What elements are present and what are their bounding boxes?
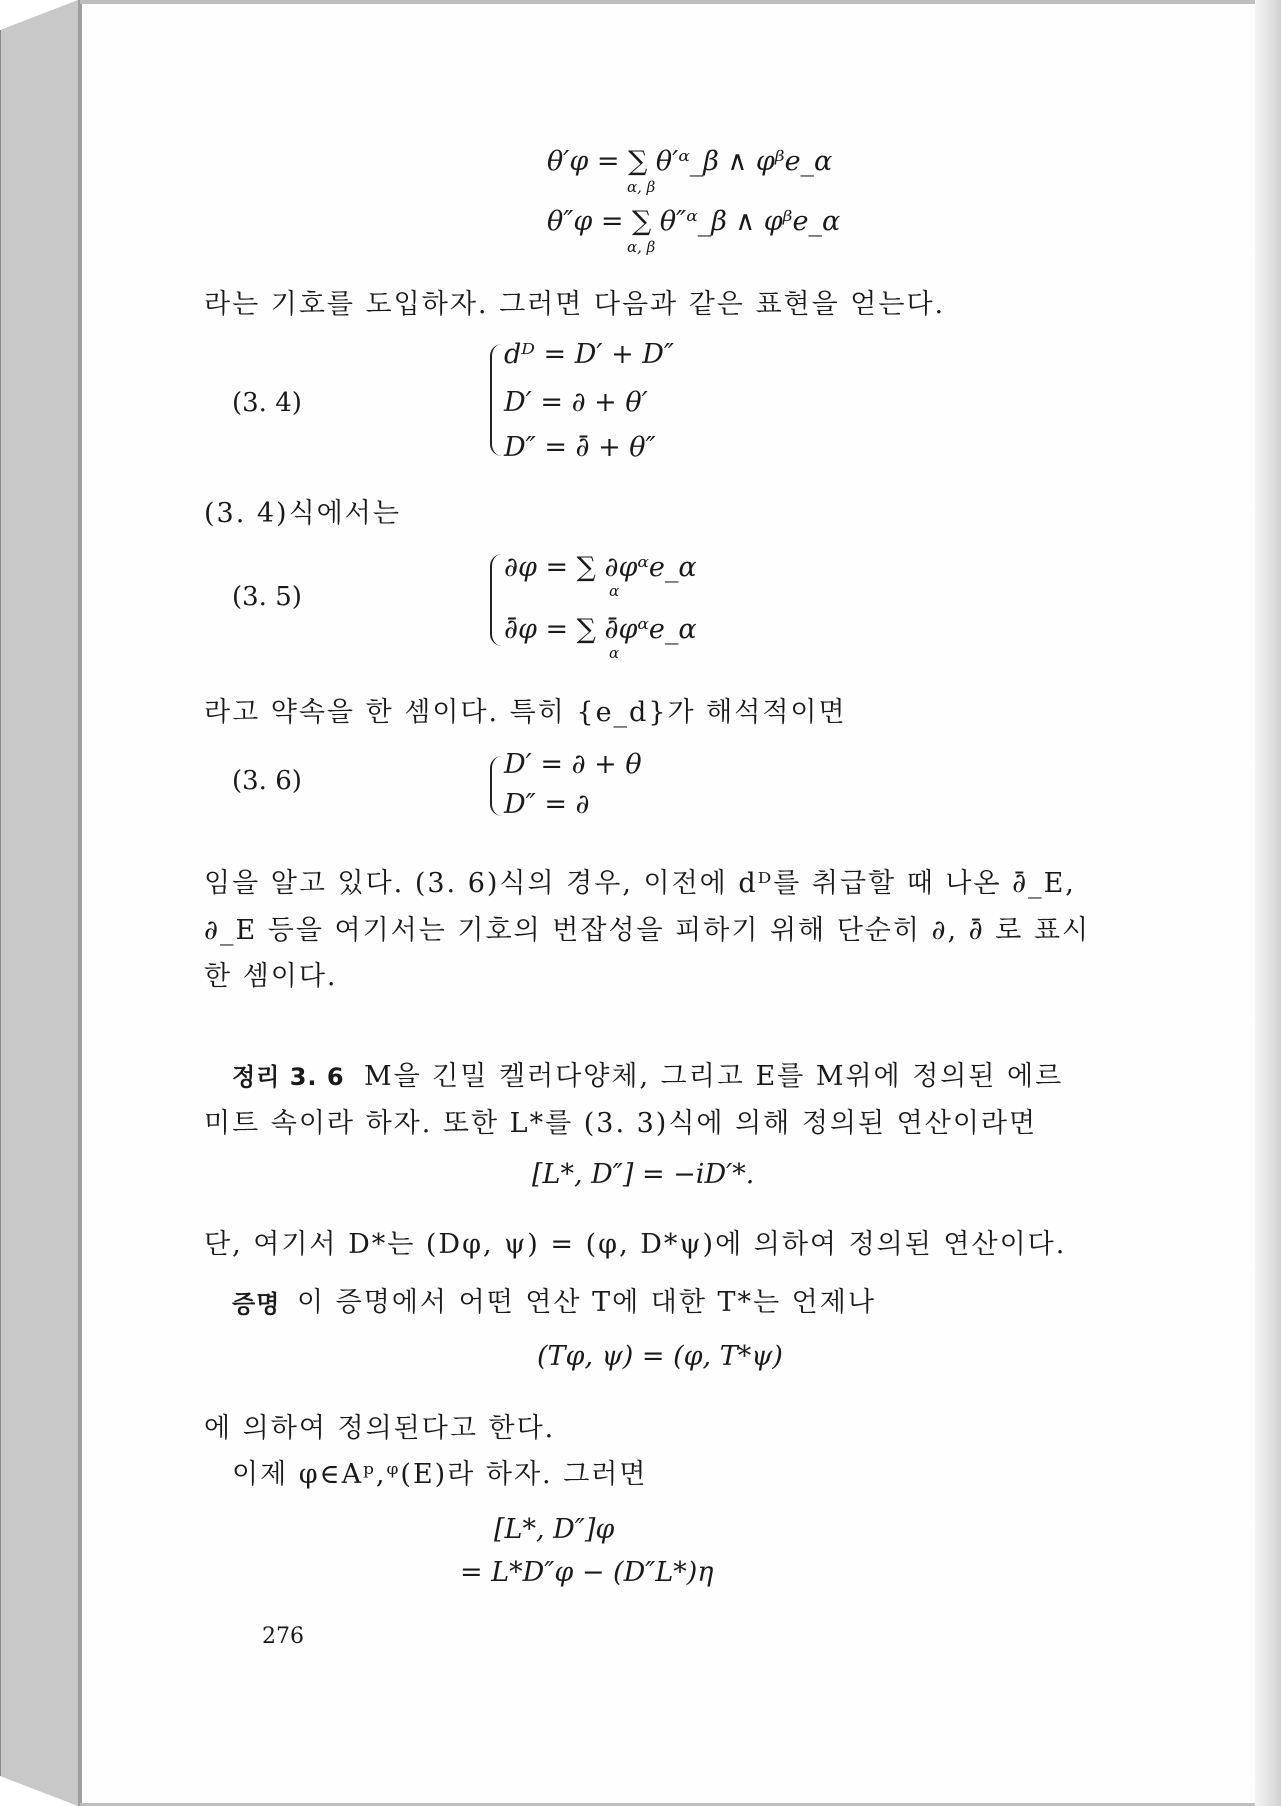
page-right-edge <box>1255 0 1281 1806</box>
paragraph-where-d-star: 단, 여기서 D*는 (Dφ, ψ) = (φ, D*ψ)에 의하여 정의된 연산이다. <box>204 1229 1067 1260</box>
paragraph-know-line-2: ∂_E 등을 여기서는 기호의 번잡성을 피하기 위해 단순히 ∂, ∂̄ 로 표시 <box>204 915 1091 946</box>
brace-3-4 <box>490 344 502 456</box>
paragraph-in-eq-3-4: (3. 4)식에서는 <box>204 498 401 529</box>
equation-3-5-a-subscript: α <box>609 582 620 600</box>
book-page <box>82 4 1255 1803</box>
theorem-line-1: M을 긴밀 켈러다양체, 그리고 E를 M위에 정의된 에르 <box>364 1061 1064 1092</box>
paragraph-let-phi: 이제 φ∈Aᵖ,ᵠ(E)라 하자. 그러면 <box>232 1459 648 1490</box>
equation-3-4-a: dᴰ = D′ + D″ <box>504 339 675 370</box>
equation-theta-prime: θ′φ = ∑ θ′ᵅ_β ∧ φᵝe_α <box>547 146 833 177</box>
equation-number-3-4: (3. 4) <box>232 388 302 418</box>
page-number: 276 <box>262 1624 304 1649</box>
paragraph-know-line-1: 임을 알고 있다. (3. 6)식의 경우, 이전에 dᴰ를 취급할 때 나온 ∂̄_E, <box>204 868 1076 899</box>
brace-3-6 <box>490 756 502 816</box>
brace-3-5 <box>490 554 502 646</box>
equation-theta-prime-subscript: α, β <box>627 178 656 196</box>
equation-theta-double-prime-subscript: α, β <box>627 238 656 256</box>
final-equation-line-1: [L*, D″]φ <box>494 1514 615 1545</box>
equation-3-4-c: D″ = ∂̄ + θ″ <box>504 432 656 463</box>
final-equation-line-2: = L*D″φ − (D″L*)η <box>460 1557 714 1588</box>
theorem-equation: [L*, D″] = −iD′*. <box>532 1159 755 1190</box>
paragraph-defined-by: 에 의하여 정의된다고 한다. <box>204 1413 556 1444</box>
proof-equation: (Tφ, ψ) = (φ, T*ψ) <box>537 1341 783 1372</box>
proof-line-1: 이 증명에서 어떤 연산 T에 대한 T*는 언제나 <box>297 1287 876 1318</box>
theorem-line-2: 미트 속이라 하자. 또한 L*를 (3. 3)식에 의해 정의된 연산이라면 <box>204 1108 1038 1139</box>
equation-3-4-b: D′ = ∂ + θ′ <box>504 387 648 418</box>
equation-number-3-6: (3. 6) <box>232 766 302 796</box>
paragraph-introduce-symbols: 라는 기호를 도입하자. 그러면 다음과 같은 표현을 얻는다. <box>204 289 946 320</box>
proof-label: 증명 <box>232 1290 281 1318</box>
equation-3-5-a: ∂φ = ∑ ∂φᵅe_α <box>504 552 697 583</box>
theorem-label: 정리 3. 6 <box>232 1063 345 1091</box>
paragraph-know-line-3: 한 셈이다. <box>204 961 338 992</box>
equation-number-3-5: (3. 5) <box>232 582 302 612</box>
book-spine <box>0 0 90 1806</box>
equation-theta-double-prime: θ″φ = ∑ θ″ᵅ_β ∧ φᵝe_α <box>547 206 841 237</box>
equation-3-6-b: D″ = ∂ <box>504 789 590 820</box>
paragraph-promise: 라고 약속을 한 셈이다. 특히 {e_d}가 해석적이면 <box>204 697 847 728</box>
equation-3-5-b-subscript: α <box>609 644 620 662</box>
equation-3-5-b: ∂̄φ = ∑ ∂̄φᵅe_α <box>504 614 697 645</box>
equation-3-6-a: D′ = ∂ + θ <box>504 749 642 780</box>
